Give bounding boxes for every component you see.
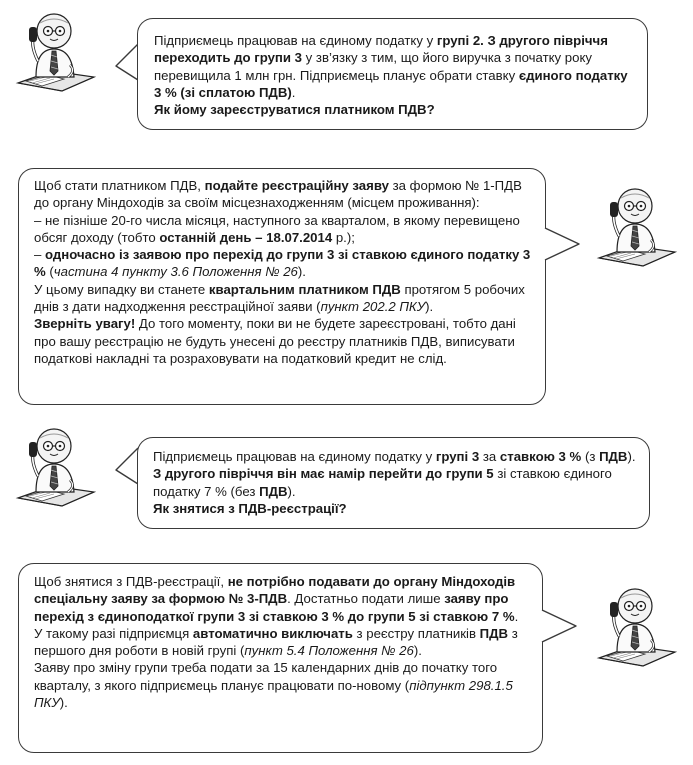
text-segment: ( bbox=[45, 264, 54, 280]
text-segment: у зв’язку з тим, що його виручка з початку року перевищила 1 млн грн. Підприємець планує обрати ставку bbox=[154, 50, 592, 83]
text-segment: З другого півріччя він має намір перейти до групи 5 bbox=[153, 466, 494, 482]
text-segment: ПДВ bbox=[259, 483, 288, 499]
text-segment: пункт 202.2 ПКУ bbox=[320, 299, 426, 315]
text-segment: – не пізніше 20-го числа місяця, наступного за кварталом, в якому перевищено обсяг доходу (тобто bbox=[34, 212, 520, 245]
text-segment: квартальним платником ПДВ bbox=[208, 281, 401, 297]
text-segment: ставкою 3 % bbox=[499, 449, 582, 464]
consultant-figure-1 bbox=[12, 5, 98, 97]
consultant-figure-2 bbox=[593, 180, 679, 272]
a1-paragraph bbox=[34, 177, 535, 212]
text-segment: Заяву про зміну групи треба подати за 15 календарних днів до початку того кварталу, з якого підприємець планує працювати по-новому ( bbox=[34, 660, 498, 693]
text-segment: (з bbox=[581, 449, 600, 464]
text-segment: подайте реєстраційну заяву bbox=[204, 178, 389, 193]
text-segment: одночасно із заявою про перехід до групи 3 зі ставкою єдиного податку 3 % bbox=[34, 247, 531, 280]
text-segment: ). bbox=[287, 483, 296, 499]
q1-paragraph bbox=[154, 32, 633, 101]
text-segment: Щоб знятися з ПДВ-реєстрації, bbox=[34, 574, 228, 589]
consultant-figure-4 bbox=[593, 580, 679, 672]
question-bubble-2 bbox=[137, 437, 650, 529]
text-segment: підпункт 298.1.5 ПКУ bbox=[34, 677, 513, 711]
text-segment: Як йому зареєструватися платником ПДВ? bbox=[154, 102, 435, 118]
text-segment: – bbox=[34, 247, 45, 263]
text-segment: за bbox=[479, 449, 500, 464]
question-bubble-1 bbox=[137, 18, 648, 130]
text-segment: ). bbox=[627, 449, 636, 464]
text-segment: не потрібно подавати до органу Міндоходів спеціальну заяву за формою № 3-ПДВ bbox=[34, 574, 516, 607]
a2-paragraph bbox=[34, 659, 532, 711]
text-segment: . bbox=[291, 84, 296, 100]
a1-paragraph bbox=[34, 212, 535, 247]
text-segment: До того моменту, поки ви не будете зареєстровані, тобто дані про вашу реєстрацію не будуть унесені до реєстру платників ПДВ, виписувати податкові накладні та розраховувати на податковий кредит не слід. bbox=[34, 316, 516, 366]
text-segment: групі 3 bbox=[435, 449, 480, 464]
text-segment: У цьому випадку ви станете bbox=[34, 281, 209, 297]
text-segment: частина 4 пункту 3.6 Положення № 26 bbox=[53, 264, 298, 280]
a1-paragraph bbox=[34, 246, 535, 281]
text-segment: Щоб стати платником ПДВ, bbox=[34, 178, 205, 193]
text-segment: автоматично виключать bbox=[192, 625, 353, 641]
text-segment: Підприємець працював на єдиному податку у bbox=[154, 33, 437, 48]
a2-paragraph bbox=[34, 625, 532, 660]
text-segment: У такому разі підприємця bbox=[34, 625, 193, 641]
text-segment: . bbox=[514, 608, 519, 624]
a1-paragraph bbox=[34, 281, 535, 316]
q1-paragraph bbox=[154, 101, 633, 118]
text-segment: р.); bbox=[332, 229, 355, 245]
text-segment: останній день – 18.07.2014 bbox=[159, 229, 333, 245]
text-segment: Зверніть увагу! bbox=[34, 316, 136, 332]
bubble-tail-a1 bbox=[543, 226, 583, 266]
a1-paragraph bbox=[34, 315, 535, 367]
answer-bubble-1 bbox=[18, 168, 546, 405]
text-segment: ). bbox=[425, 299, 434, 315]
text-segment: зі ставкою єдиного податку 7 % (без bbox=[153, 466, 612, 499]
text-segment: ). bbox=[59, 695, 68, 711]
text-segment: Як знятися з ПДВ-реєстрації? bbox=[153, 500, 347, 516]
a2-paragraph bbox=[34, 573, 532, 625]
consultant-figure-3 bbox=[12, 420, 98, 512]
text-segment: протягом 5 робочих днів з дати надходження реєстраційної заяви ( bbox=[34, 281, 525, 315]
q2-paragraph bbox=[153, 448, 637, 500]
bubble-tail-a2 bbox=[540, 608, 580, 648]
text-segment: єдиного податку 3 % (зі сплатою ПДВ) bbox=[154, 67, 628, 100]
text-segment: Підприємець працював на єдиному податку у bbox=[153, 449, 436, 464]
text-segment: з першого дня роботи в новій групі ( bbox=[34, 625, 518, 659]
q2-paragraph bbox=[153, 500, 637, 517]
text-segment: пункт 5.4 Положення № 26 bbox=[244, 643, 414, 659]
text-segment: ). bbox=[413, 643, 422, 659]
text-segment: групі 2. З другого півріччя переходить до групи 3 bbox=[154, 33, 608, 66]
answer-bubble-2 bbox=[18, 563, 543, 753]
text-segment: за формою № 1-ПДВ до органу Міндоходів за своїм місцезнаходженням (місцем проживання): bbox=[34, 178, 522, 211]
text-segment: ПДВ bbox=[479, 625, 509, 641]
text-segment: ПДВ bbox=[599, 449, 628, 464]
text-segment: з реєстру платників bbox=[352, 625, 480, 641]
text-segment: ). bbox=[297, 264, 306, 280]
text-segment: . Достатньо подати лише bbox=[287, 591, 445, 607]
text-segment: заяву про перехід з єдиноподаткої групи 3 зі ставкою 3 % до групи 5 зі ставкою 7 % bbox=[34, 591, 515, 624]
